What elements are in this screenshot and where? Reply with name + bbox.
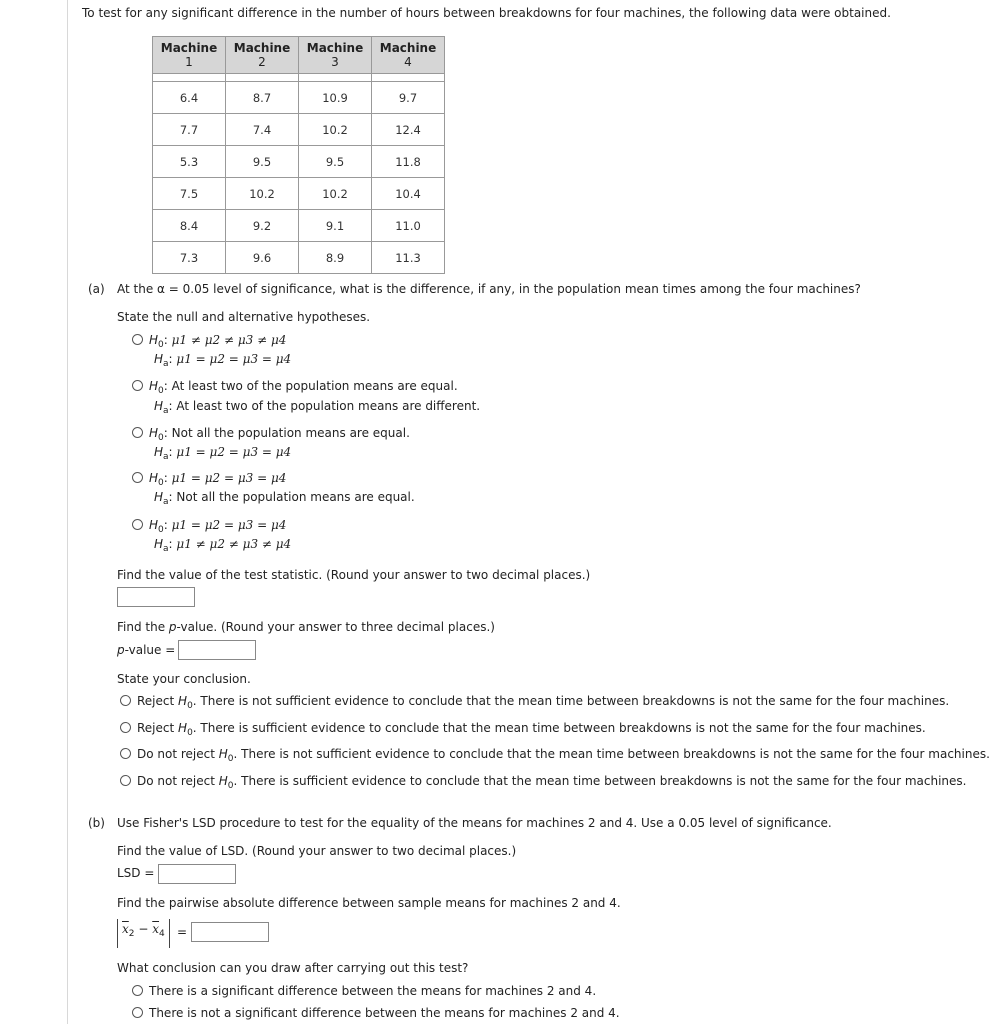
table-row: 5.3 9.5 9.5 11.8 xyxy=(153,146,445,178)
part-b-question: Use Fisher's LSD procedure to test for the equality of the means for machines 2 and 4. Use a 0.05 level of significance. xyxy=(117,816,832,830)
question-page xyxy=(67,0,998,1024)
test-statistic-prompt: Find the value of the test statistic. (Round your answer to two decimal places.) xyxy=(117,568,591,582)
header-machine-4: Machine 4 xyxy=(372,37,445,74)
part-a-label: (a) xyxy=(88,282,105,296)
hypothesis-option-4[interactable]: $H_0$: μ1 = μ2 = μ3 = μ4 xyxy=(132,471,286,488)
equals-sign: = xyxy=(177,925,188,939)
radio-button[interactable] xyxy=(132,472,143,483)
hypothesis-option-1[interactable]: $H_0$: μ1 ≠ μ2 ≠ μ3 ≠ μ4 xyxy=(132,333,286,350)
test-statistic-input[interactable] xyxy=(117,587,195,607)
absolute-difference-expression: $\overline{x}_2 - \overline{x}_4$ xyxy=(117,919,170,948)
difference-prompt: Find the pairwise absolute difference between sample means for machines 2 and 4. xyxy=(117,896,621,910)
intro-text: To test for any significant difference in the number of hours between breakdowns for four machines, the following data were obtained. xyxy=(82,6,891,20)
header-machine-1: Machine 1 xyxy=(153,37,226,74)
table-row: 7.5 10.2 10.2 10.4 xyxy=(153,178,445,210)
header-machine-2: Machine 2 xyxy=(226,37,299,74)
lsd-input[interactable] xyxy=(158,864,236,884)
hypothesis-option-4-ha: $H_a$: Not all the population means are equal. xyxy=(154,490,415,507)
lsd-prompt: Find the value of LSD. (Round your answer to two decimal places.) xyxy=(117,844,517,858)
radio-button[interactable] xyxy=(132,427,143,438)
hypothesis-option-2[interactable]: $H_0$: At least two of the population means are equal. xyxy=(132,379,458,396)
lsd-label: LSD = xyxy=(117,866,155,880)
hypothesis-option-3[interactable]: $H_0$: Not all the population means are equal. xyxy=(132,426,410,443)
radio-button[interactable] xyxy=(132,1007,143,1018)
lsd-conclusion-prompt: What conclusion can you draw after carrying out this test? xyxy=(117,961,469,975)
conclusion-prompt: State your conclusion. xyxy=(117,672,251,686)
table-row: 8.4 9.2 9.1 11.0 xyxy=(153,210,445,242)
lsd-conclusion-option-2[interactable]: There is not a significant difference between the means for machines 2 and 4. xyxy=(132,1006,620,1020)
pvalue-label: p-value = xyxy=(117,643,176,657)
hypothesis-option-3-ha: $H_a$: μ1 = μ2 = μ3 = μ4 xyxy=(154,445,292,462)
radio-button[interactable] xyxy=(120,695,131,706)
hypothesis-option-5[interactable]: $H_0$: μ1 = μ2 = μ3 = μ4 xyxy=(132,518,286,535)
part-b-label: (b) xyxy=(88,816,105,830)
hypothesis-option-1-ha: $H_a$: μ1 = μ2 = μ3 = μ4 xyxy=(154,352,292,369)
header-machine-3: Machine 3 xyxy=(299,37,372,74)
conclusion-option-4[interactable]: Do not reject $H_0$. There is sufficient evidence to conclude that the mean time between breakdowns is not the same for the four machines. xyxy=(120,774,966,791)
lsd-conclusion-option-1[interactable]: There is a significant difference between the means for machines 2 and 4. xyxy=(132,984,596,998)
radio-button[interactable] xyxy=(120,722,131,733)
table-row: 7.7 7.4 10.2 12.4 xyxy=(153,114,445,146)
conclusion-option-2[interactable]: Reject $H_0$. There is sufficient evidence to conclude that the mean time between breakdowns is not the same for the four machines. xyxy=(120,721,926,738)
table-header-row xyxy=(153,37,445,74)
hypotheses-prompt: State the null and alternative hypotheses. xyxy=(117,310,371,324)
pvalue-prompt: Find the p-value. (Round your answer to three decimal places.) xyxy=(117,620,495,634)
radio-button[interactable] xyxy=(132,985,143,996)
pvalue-input[interactable] xyxy=(178,640,256,660)
radio-button[interactable] xyxy=(120,775,131,786)
radio-button[interactable] xyxy=(132,334,143,345)
conclusion-option-3[interactable]: Do not reject $H_0$. There is not sufficient evidence to conclude that the mean time between breakdowns is not the same for the four machines. xyxy=(120,747,990,764)
part-a-question: At the α = 0.05 level of significance, what is the difference, if any, in the population mean times among the four machines? xyxy=(117,282,861,296)
table-row: 6.4 8.7 10.9 9.7 xyxy=(153,82,445,114)
table-row: 7.3 9.6 8.9 11.3 xyxy=(153,242,445,274)
radio-button[interactable] xyxy=(120,748,131,759)
hypothesis-option-5-ha: $H_a$: μ1 ≠ μ2 ≠ μ3 ≠ μ4 xyxy=(154,537,292,554)
machine-data-table xyxy=(152,36,445,274)
radio-button[interactable] xyxy=(132,380,143,391)
hypothesis-option-2-ha: $H_a$: At least two of the population means are different. xyxy=(154,399,481,416)
difference-input[interactable] xyxy=(191,922,269,942)
radio-button[interactable] xyxy=(132,519,143,530)
conclusion-option-1[interactable]: Reject $H_0$. There is not sufficient evidence to conclude that the mean time between breakdowns is not the same for the four machines. xyxy=(120,694,949,711)
